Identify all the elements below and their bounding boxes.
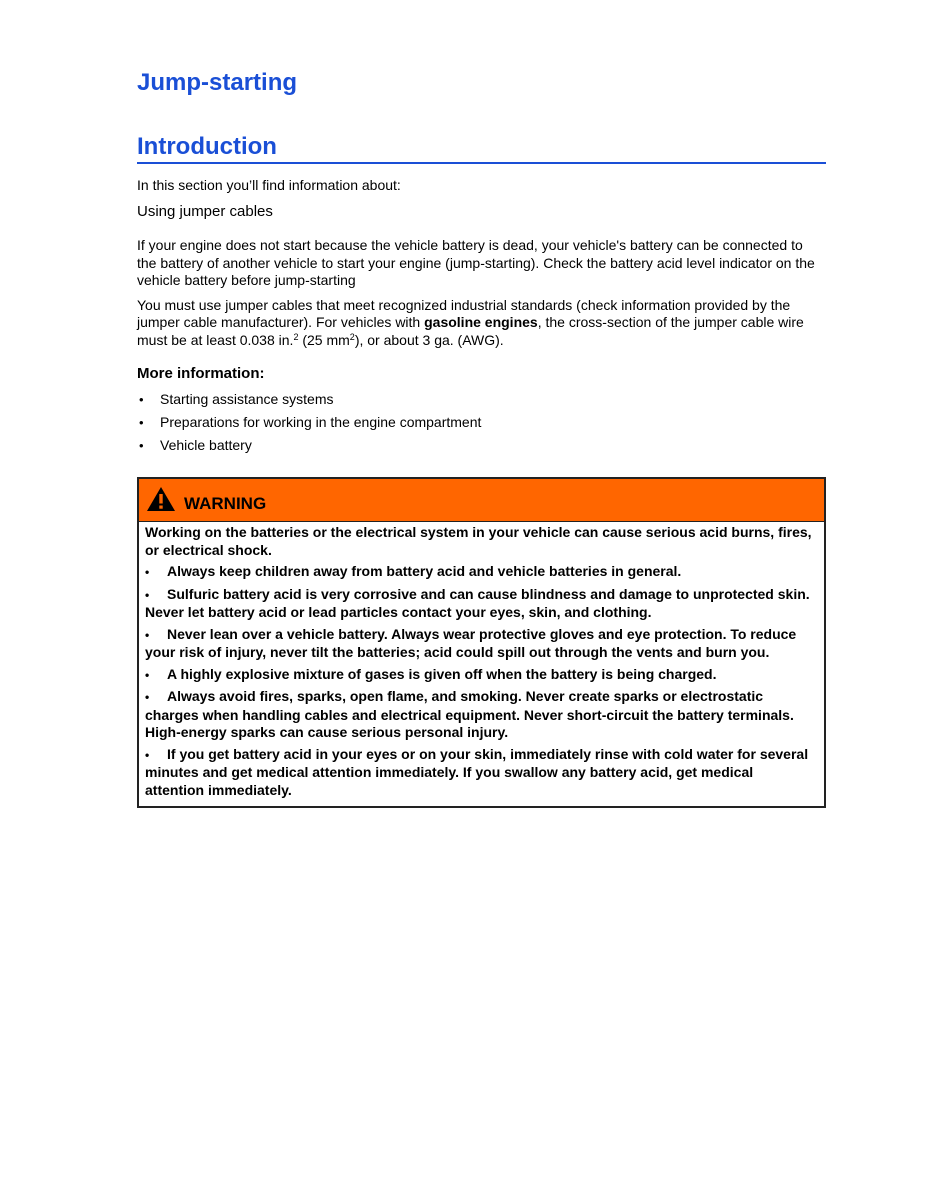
intro-lead: In this section you’ll find information about: <box>137 177 401 193</box>
list-item[interactable] <box>137 391 826 408</box>
warning-box <box>137 477 826 808</box>
superscript: 2 <box>349 331 355 342</box>
warning-body <box>139 522 824 806</box>
warning-item-text: Always keep children away from battery acid and vehicle batteries in general. <box>167 563 682 579</box>
more-info-heading: More information: <box>137 365 265 382</box>
paragraph-dead-battery: If your engine does not start because the vehicle battery is dead, your vehicle's battery can be connected to the battery of another vehicle to start your engine (jump-starting). Check the battery acid level indicator on the vehicle battery before jump-starting <box>137 237 815 288</box>
paragraph-text: (25 mm <box>298 331 350 348</box>
warning-triangle-icon <box>146 486 176 512</box>
list-item[interactable] <box>137 414 826 431</box>
warning-lead: Working on the batteries or the electrical system in your vehicle can cause serious acid burns, fires, or electrical shock. <box>145 524 812 558</box>
bullet: • <box>145 690 150 704</box>
bullet: • <box>145 667 150 682</box>
list-item[interactable] <box>137 437 826 454</box>
warning-item-text: Sulfuric battery acid is very corrosive and can cause blindness and damage to unprotected skin. Never let battery acid or lead particles contact your eyes, skin, and clothing. <box>145 585 810 620</box>
paragraph-text: You must use jumper cables that meet recognized industrial standards (check information provided by the jumper cable manufacturer). For vehicles with <box>137 296 791 330</box>
list-item-label: Preparations for working in the engine compartment <box>160 414 482 430</box>
warning-item-text: Always avoid fires, sparks, open flame, and smoking. Never create sparks or electrostatic charges when handling cables and electrical equipment. Never short-circuit the battery terminals. High-energy sparks can cause serious personal injury. <box>145 688 794 740</box>
superscript: 2 <box>293 331 299 342</box>
paragraph-text: ), or about 3 ga. (AWG). <box>354 331 504 348</box>
topic-link-using-jumper-cables[interactable]: Using jumper cables <box>137 203 273 220</box>
bullet: • <box>145 747 150 762</box>
more-info-list <box>137 391 826 454</box>
section-title: Introduction <box>137 133 277 160</box>
list-item-label: Vehicle battery <box>160 437 252 453</box>
warning-item-text: Never lean over a vehicle battery. Always wear protective gloves and eye protection. To reduce your risk of injury, never tilt the batteries; acid could spill out through the vents and burn you. <box>145 625 797 660</box>
paragraph-jumper-cables <box>137 297 826 350</box>
warning-item <box>145 586 816 622</box>
bullet: • <box>139 438 144 453</box>
warning-header <box>139 479 824 522</box>
section-content <box>137 177 826 460</box>
bullet: • <box>145 565 150 579</box>
warning-item-text: If you get battery acid in your eyes or on your skin, immediately rinse with cold water for several minutes and get medical attention immediately. If you swallow any battery acid, get medical attention immediately. <box>145 745 809 798</box>
warning-item <box>145 688 816 742</box>
bullet: • <box>139 415 144 430</box>
warning-item <box>145 746 816 800</box>
bullet: • <box>139 392 144 407</box>
list-item-label: Starting assistance systems <box>160 391 334 407</box>
warning-item-text: A highly explosive mixture of gases is given off when the battery is being charged. <box>167 665 717 682</box>
section-divider <box>137 162 826 164</box>
bullet: • <box>145 587 150 602</box>
warning-label: WARNING <box>184 494 267 513</box>
chapter-title: Jump-starting <box>137 69 298 96</box>
warning-item <box>145 626 816 662</box>
paragraph-bold-term: gasoline engines <box>424 314 538 330</box>
warning-item <box>145 563 816 582</box>
paragraph-text: , the cross-section of the jumper cable wire must be at least 0.038 in. <box>137 314 804 348</box>
bullet: • <box>145 627 150 642</box>
warning-item <box>145 666 816 685</box>
